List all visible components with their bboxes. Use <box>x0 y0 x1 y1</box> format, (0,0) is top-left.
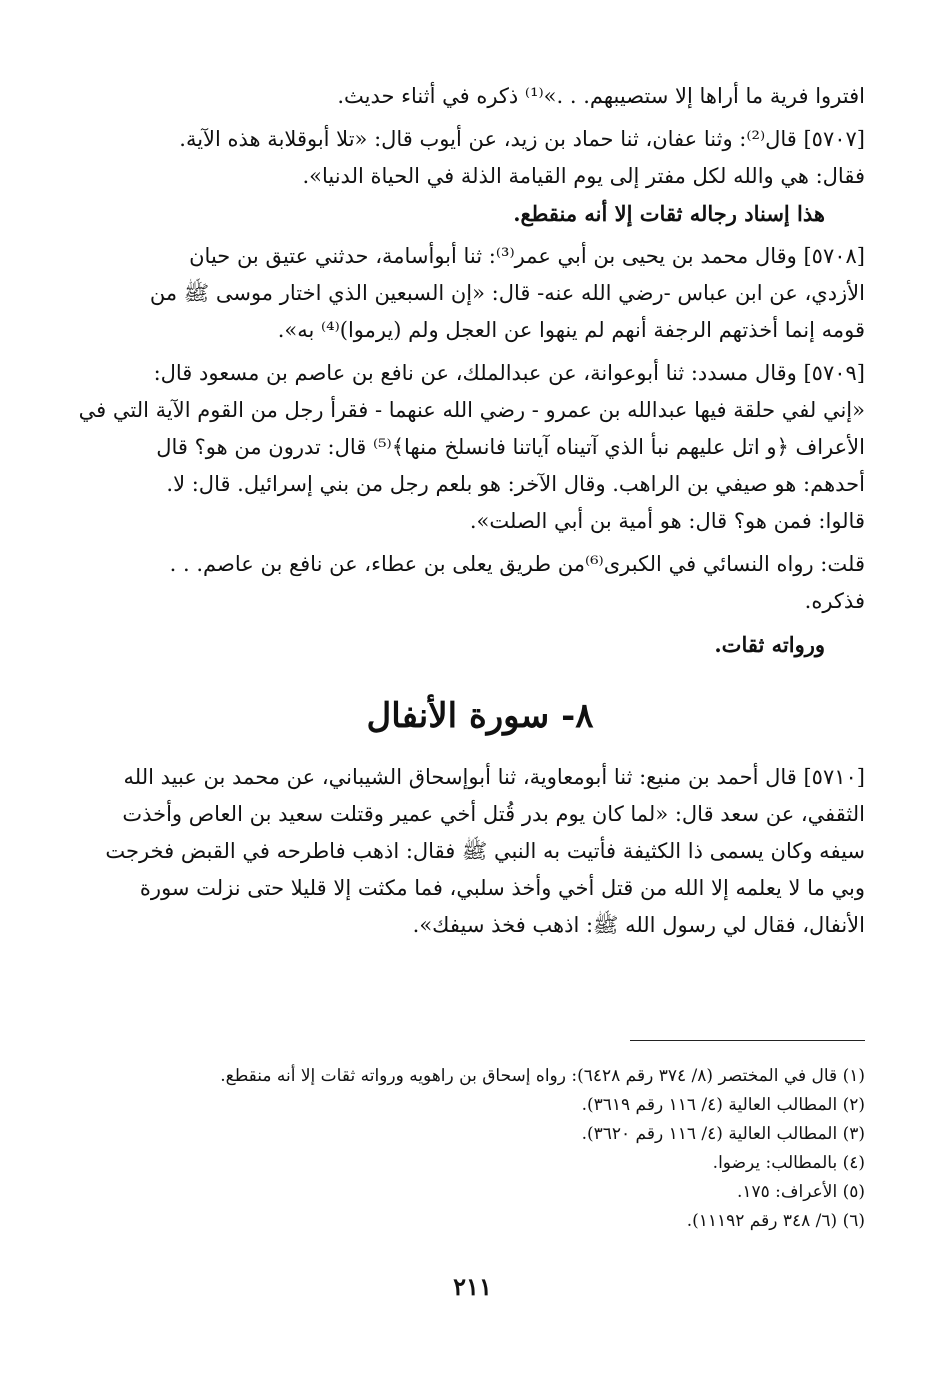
footnotes <box>95 1062 865 1236</box>
text-line: الثقفي، عن سعد قال: «لما كان يوم بدر قُتل أخي عمير وقتلت سعيد بن العاص وأخذت <box>122 802 865 826</box>
isnad-note: هذا إسناد رجاله ثقات إلا أنه منقطع. <box>513 201 825 226</box>
text-line: افتروا فرية ما أراها إلا ستصيبهم. . .»⁽¹⁾ ذكره في أثناء حديث. <box>337 84 865 108</box>
hadith-5709-line: [٥٧٠٩] وقال مسدد: ثنا أبوعوانة، عن عبدالملك، عن نافع بن عاصم بن مسعود قال: <box>153 361 865 385</box>
main-text <box>78 78 865 944</box>
footnote-5: (٥) الأعراف: ١٧٥. <box>736 1182 865 1202</box>
hadith-5710-line: [٥٧١٠] قال أحمد بن منيع: ثنا أبومعاوية، ثنا أبوإسحاق الشيباني، عن محمد بن عبيد الله <box>123 765 865 789</box>
footnote-2: (٢) المطالب العالية (٤/ ١١٦ رقم ٣٦١٩). <box>581 1095 865 1115</box>
narrators-note: ورواته ثقات. <box>714 632 825 657</box>
text-line: قومه إنما أخذتهم الرجفة أنهم لم ينهوا عن العجل ولم (يرموا)⁽⁴⁾ به». <box>277 318 865 342</box>
text-line: فذكره. <box>804 589 865 613</box>
text-line: سيفه وكان يسمى ذا الكثيفة فأتيت به النبي ﷺ فقال: اذهب فاطرحه في القبض فخرجت <box>105 839 865 863</box>
hadith-5707-line: [٥٧٠٧] قال⁽²⁾: وثنا عفان، ثنا حماد بن زيد، عن أيوب قال: «تلا أبوقلابة هذه الآية. <box>179 127 865 151</box>
quran-quote-line: الأعراف ﴿و اتل عليهم نبأ الذي آتيناه آياتنا فانسلخ منها﴾⁽⁵⁾ قال: تدرون من هو؟ قال <box>156 435 865 459</box>
footnote-4: (٤) بالمطالب: يرضوا. <box>712 1153 865 1173</box>
footnote-6: (٦) (٦/ ٣٤٨ رقم ١١١٩٢). <box>686 1211 865 1231</box>
footnote-1: (١) قال في المختصر (٨/ ٣٧٤ رقم ٦٤٢٨): رواه إسحاق بن راهويه ورواته ثقات إلا أنه منقطع. <box>220 1066 865 1086</box>
section-heading: ٨- سورة الأنفال <box>366 696 594 736</box>
footnote-3: (٣) المطالب العالية (٤/ ١١٦ رقم ٣٦٢٠). <box>581 1124 865 1144</box>
text-line: قالوا: فمن هو؟ قال: هو أمية بن أبي الصلت». <box>469 509 865 533</box>
footnote-divider <box>630 1040 865 1041</box>
page-number: ٢١١ <box>453 1272 492 1301</box>
text-line: «إني لفي حلقة فيها عبدالله بن عمرو - رضي الله عنهما - فقرأ رجل من القوم الآية التي في <box>78 398 865 422</box>
text-line: وبي ما لا يعلمه إلا الله من قتل أخي وأخذ سلبي، فما مكثت إلا قليلا حتى نزلت سورة <box>139 876 865 900</box>
text-line: الأزدي، عن ابن عباس -رضي الله عنه- قال: «إن السبعين الذي اختار موسى ﷺ من <box>149 281 865 305</box>
commentary-line: قلت: رواه النسائي في الكبرى⁽⁶⁾من طريق يعلى بن عطاء، عن نافع بن عاصم. . . <box>169 552 865 576</box>
text-line: أحدهم: هو صيفي بن الراهب. وقال الآخر: هو بلعم رجل من بني إسرائيل. قال: لا. <box>166 472 865 496</box>
text-line: فقال: هي والله لكل مفتر إلى يوم القيامة الذلة في الحياة الدنيا». <box>302 164 865 188</box>
hadith-5708-line: [٥٧٠٨] وقال محمد بن يحيى بن أبي عمر⁽³⁾: ثنا أبوأسامة، حدثني عتيق بن حيان <box>189 244 865 268</box>
text-line: الأنفال، فقال لي رسول الله ﷺ: اذهب فخذ سيفك». <box>412 913 865 937</box>
